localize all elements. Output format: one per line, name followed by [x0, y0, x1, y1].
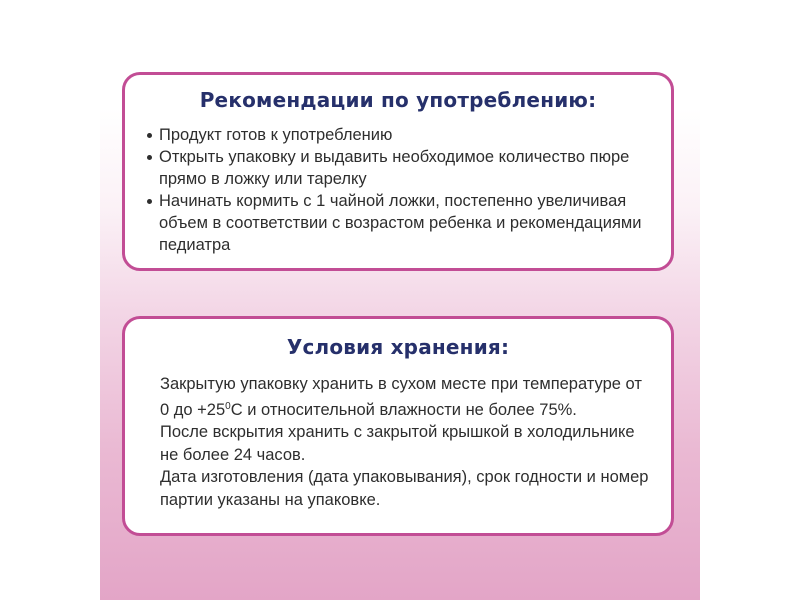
storage-closed-text-end: С и относительной влажности не более 75%. — [230, 400, 577, 419]
storage-conditions-card — [122, 316, 674, 536]
storage-title: Условия хранения: — [286, 335, 510, 359]
usage-list — [125, 124, 671, 256]
usage-title: Рекомендации по употреблению: — [199, 88, 597, 112]
degree-superscript: 0 — [225, 400, 231, 412]
storage-closed-text: Закрытую упаковку хранить в сухом месте при температуре от 0 до +25 — [160, 375, 642, 419]
usage-item-start-feeding: Начинать кормить с 1 чайной ложки, постепенно увеличивая объем в соответствии с возрастом ребенка и рекомендациями педиатра — [145, 190, 671, 256]
storage-text — [125, 373, 671, 511]
storage-paragraph-label-info: Дата изготовления (дата упаковывания), срок годности и номер партии указаны на упаковке. — [160, 468, 649, 509]
storage-paragraph-closed — [160, 373, 651, 421]
usage-item-ready: Продукт готов к употреблению — [145, 124, 671, 146]
usage-recommendations-card — [122, 72, 674, 271]
storage-paragraph-opened: После вскрытия хранить с закрытой крышкой в холодильнике не более 24 часов. — [160, 423, 635, 464]
usage-item-open-package: Открыть упаковку и выдавить необходимое количество пюре прямо в ложку или тарелку — [145, 146, 671, 190]
